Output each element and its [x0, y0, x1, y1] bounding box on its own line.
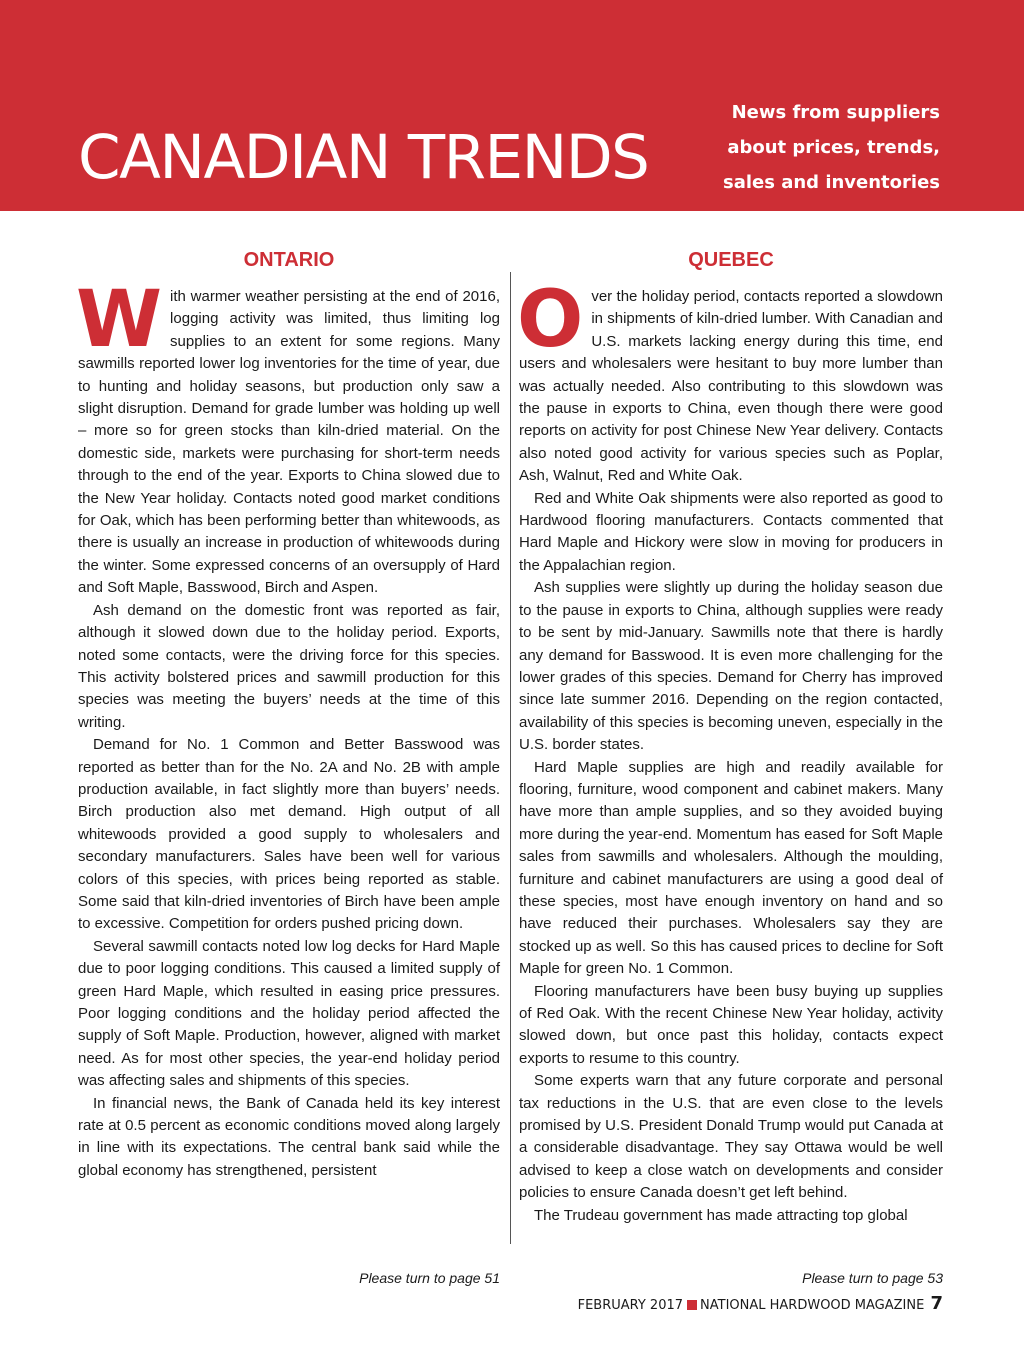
drop-cap: O — [517, 275, 584, 365]
publication-name: NATIONAL HARDWOOD MAGAZINE — [700, 1298, 925, 1313]
article-paragraph: Demand for No. 1 Common and Better Basswood was reported as better than for the No. 2A and No. 2B with ample production available, in fact slightly more than buyers’ needs. Birch production also met demand. High output of all whitewoods provided a good supply to wholesalers and secondary manufacturers. Sales have been well for various colors of this species, with prices being reported as stable. Some said that kiln-dried inventories of Birch have been ample to excessive. Competition for orders pushed pricing down. — [78, 736, 500, 933]
article-paragraph: Red and White Oak shipments were also reported as good to Hardwood flooring manufacturers. Contacts commented that Hard Maple and Hickory were slow in moving for producers in the Appalachian region. — [519, 489, 943, 574]
tagline-line: News from suppliers — [731, 102, 940, 123]
tagline-line: about prices, trends, — [727, 137, 940, 158]
quebec-body — [517, 275, 943, 1227]
quebec-column — [519, 245, 943, 1227]
page-number: 7 — [930, 1293, 943, 1314]
square-bullet-icon — [687, 1300, 697, 1310]
tagline-line: sales and inventories — [722, 172, 940, 193]
article-paragraph: With warmer weather persisting at the end of 2016, logging activity was limited, thus limiting log supplies to an extent for some regions. Many sawmills reported lower log inventories for the time of year, due to hunting and holiday seasons, but production only saw a slight disruption. Demand for grade lumber was holding up well – more so for green stocks than kiln-dried material. On the domestic side, markets were purchasing for short-term needs through to the end of the year. Exports to China slowed due to the New Year holiday. Contacts noted good market conditions for Oak, which has been performing better than whitewoods, as there is usually an increase in production of whitewoods during the winter. Some expressed concerns of an oversupply of Hard and Soft Maple, Basswood, Birch and Aspen. — [76, 275, 500, 597]
header-banner — [0, 0, 1024, 211]
article-paragraph: Some experts warn that any future corporate and personal tax reductions in the U.S. that are even close to the levels promised by U.S. President Donald Trump would put Canada at a considerable disadvantage. They say Ottawa would be well advised to keep a close watch on developments and consider policies to ensure Canada doesn’t get left behind. — [519, 1072, 943, 1202]
tagline — [680, 95, 940, 200]
article-paragraph: In financial news, the Bank of Canada held its key interest rate at 0.5 percent as economic conditions moved along largely in line with its expectations. The central bank said while the global economy has strengthened, persistent — [78, 1094, 500, 1179]
column-divider — [510, 272, 511, 1244]
article-paragraph: Ash supplies were slightly up during the holiday season due to the pause in exports to China, although supplies were ready to be sent by mid-January. Sawmills note that there is hardly any demand for Basswood. It is even more challenging for the lower grades of this species. Demand for Cherry has improved since late summer 2016. Depending on the region contacted, availability of this species is becoming uneven, especially in the U.S. border states. — [519, 579, 943, 754]
quebec-heading: QUEBEC — [688, 249, 774, 271]
article-paragraph: Over the holiday period, contacts reported a slowdown in shipments of kiln-dried lumber. With Canadian and U.S. markets lacking energy during this time, end users and wholesalers were hesitant to buy more lumber than was actually needed. Also contributing to this slowdown was the pause in exports to China, even though there were good reports on activity for post Chinese New Year delivery. Contacts also noted good activity for various species such as Poplar, Ash, Walnut, Red and White Oak. — [517, 275, 943, 485]
page-footer — [578, 1294, 943, 1316]
drop-cap: W — [76, 275, 163, 365]
article-paragraph: Hard Maple supplies are high and readily available for flooring, furniture, wood component and cabinet makers. Many have more than ample supplies, and so they avoided buying more during the year-end. Momentum has eased for Soft Maple sales from sawmills and wholesalers. Although the moulding, furniture and cabinet manufacturers are using a good deal of these species, most have enough inventory on hand and so have reduced their purchases. Wholesalers say they are stocked up as well. So this has caused prices to decline for Soft Maple for green No. 1 Common. — [519, 758, 943, 978]
ontario-body — [76, 275, 500, 1182]
quebec-continued-note: Please turn to page 53 — [802, 1270, 943, 1286]
article-paragraph: Several sawmill contacts noted low log decks for Hard Maple due to poor logging conditions. This caused a limited supply of green Hard Maple, which resulted in easing price pressures. Poor logging conditions and the holiday period affected the supply of Soft Maple. Production, however, aligned with market need. As for most other species, the year-end holiday period was affecting sales and shipments of this species. — [78, 937, 500, 1090]
page-title: CANADIAN TRENDS — [78, 122, 649, 193]
article-paragraph: Ash demand on the domestic front was reported as fair, although it slowed down due to the holiday period. Exports, noted some contacts, were the driving force for this species. This activity bolstered prices and sawmill production for this species was meeting the buyers’ needs at the time of this writing. — [78, 601, 500, 731]
ontario-heading: ONTARIO — [243, 249, 335, 271]
article-paragraph: The Trudeau government has made attracting top global — [534, 1206, 908, 1224]
ontario-continued-note: Please turn to page 51 — [359, 1270, 500, 1286]
ontario-column — [78, 245, 500, 1182]
article-paragraph: Flooring manufacturers have been busy buying up supplies of Red Oak. With the recent Chinese New Year holiday, activity slowed down, but once past this holiday, contacts expect exports to resume to this country. — [519, 982, 943, 1067]
issue-date: FEBRUARY 2017 — [577, 1298, 684, 1313]
